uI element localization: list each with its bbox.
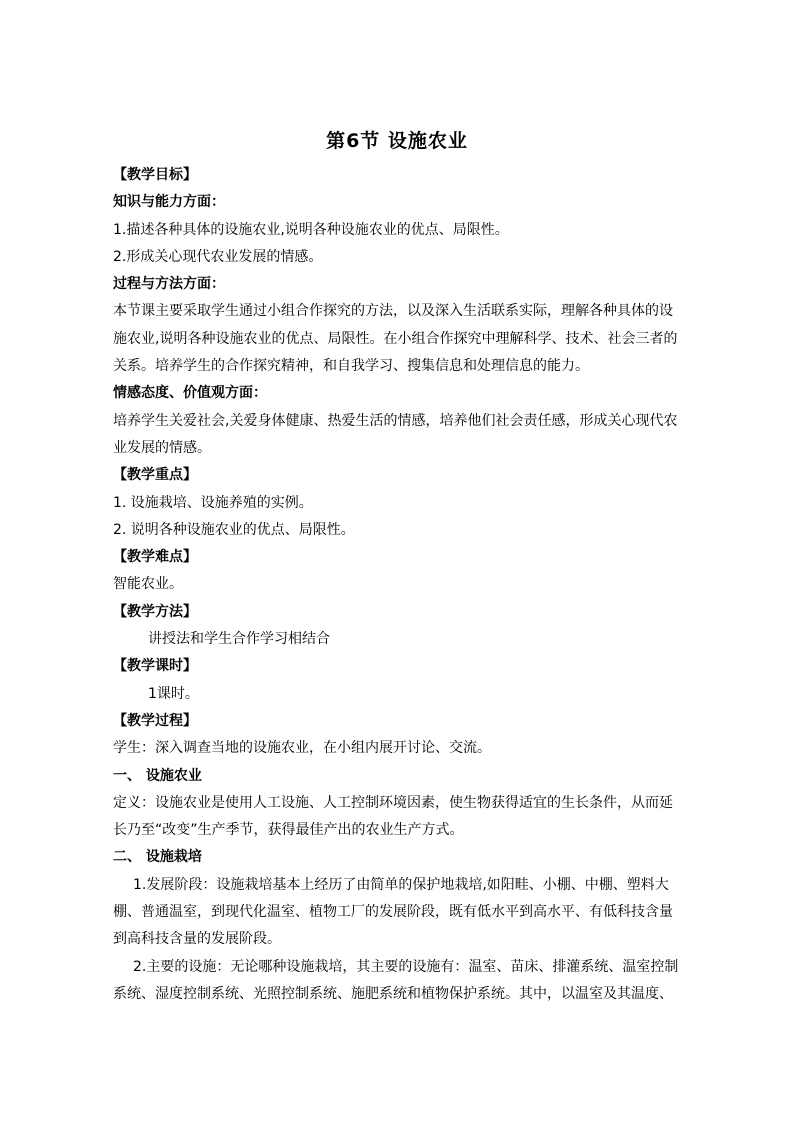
- section-heading: 【教学课时】: [113, 658, 197, 675]
- paragraph-line: 1课时。: [148, 685, 199, 702]
- paragraph-line: 施农业,说明各种设施农业的优点、局限性。在小组合作探究中理解科学、技术、社会三者的: [113, 330, 678, 347]
- paragraph-line: 本节课主要采取学生通过小组合作探究的方法，以及深入生活联系实际，理解各种具体的设: [113, 303, 673, 320]
- paragraph-line: 定义：设施农业是使用人工设施、人工控制环境因素，使生物获得适宜的生长条件，从而延: [113, 794, 673, 811]
- paragraph-line: 1. 设施栽培、设施养殖的实例。: [113, 494, 313, 511]
- section-heading: 【教学方法】: [113, 603, 197, 620]
- document-title: 第6节 设施农业: [326, 130, 468, 152]
- paragraph-line: 学生：深入调查当地的设施农业，在小组内展开讨论、交流。: [113, 740, 491, 757]
- section-heading: 过程与方法方面：: [113, 276, 225, 293]
- paragraph-line: 棚、普通温室，到现代化温室、植物工厂的发展阶段，既有低水平到高水平、有低科技含量: [113, 904, 673, 921]
- paragraph-line: 2.形成关心现代农业发展的情感。: [113, 248, 323, 265]
- paragraph-line: 培养学生关爱社会,关爱身体健康、热爱生活的情感，培养他们社会责任感，形成关心现代农: [113, 412, 678, 429]
- document-body: [113, 162, 688, 1008]
- paragraph-line: 系统、湿度控制系统、光照控制系统、施肥系统和植物保护系统。其中，以温室及其温度、: [113, 985, 673, 1002]
- paragraph-line: 到高科技含量的发展阶段。: [113, 931, 281, 948]
- paragraph-line: 2.主要的设施：无论哪种设施栽培，其主要的设施有：温室、苗床、排灌系统、温室控制: [133, 958, 679, 975]
- section-heading: 【教学目标】: [113, 167, 197, 183]
- section-heading: 情感态度、价值观方面：: [113, 385, 267, 402]
- paragraph-line: 关系。培养学生的合作探究精神，和自我学习、搜集信息和处理信息的能力。: [113, 358, 589, 375]
- section-heading: 知识与能力方面：: [113, 194, 225, 211]
- paragraph-line: 1.描述各种具体的设施农业,说明各种设施农业的优点、局限性。: [113, 221, 509, 238]
- paragraph-line: 业发展的情感。: [113, 439, 211, 456]
- paragraph-line: 智能农业。: [113, 576, 183, 593]
- section-heading: 一、 设施农业: [113, 767, 202, 784]
- paragraph-line: 长乃至“改变”生产季节，获得最佳产出的农业生产方式。: [113, 822, 464, 839]
- section-heading: 【教学难点】: [113, 549, 197, 566]
- paragraph-line: 讲授法和学生合作学习相结合: [148, 631, 330, 648]
- paragraph-line: 2. 说明各种设施农业的优点、局限性。: [113, 521, 355, 538]
- section-heading: 【教学过程】: [113, 712, 197, 729]
- section-heading: 二、 设施栽培: [113, 849, 202, 866]
- section-heading: 【教学重点】: [113, 467, 197, 484]
- paragraph-line: 1.发展阶段：设施栽培基本上经历了由简单的保护地栽培,如阳畦、小棚、中棚、塑料大: [133, 876, 669, 893]
